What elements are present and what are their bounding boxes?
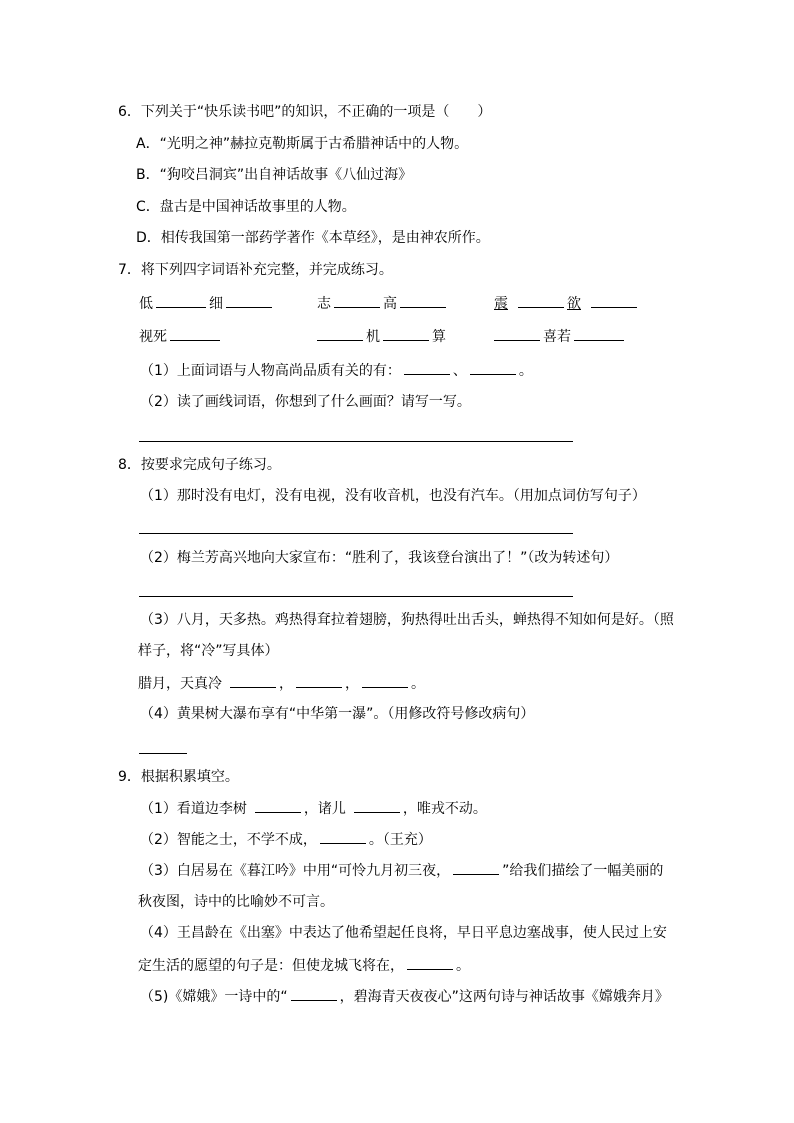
- sub-question-text: ，碧海青天夜夜心”这两句诗与神话故事《嫦娥奔月》: [339, 989, 669, 1005]
- word-char: 机: [366, 329, 380, 345]
- q7-word-4: [139, 326, 223, 346]
- fill-blank[interactable]: [518, 293, 564, 308]
- fill-blank[interactable]: [317, 326, 363, 341]
- question-6-option-d: D．相传我国第一部药学著作《本草经》，是由神农所作。: [136, 230, 490, 246]
- q7-word-5: [314, 326, 446, 346]
- separator: 、: [452, 363, 467, 379]
- q9-sub-5: [140, 986, 669, 1006]
- fill-blank[interactable]: [170, 326, 220, 341]
- fill-blank[interactable]: [334, 293, 380, 308]
- word-char: 志: [317, 296, 331, 312]
- fill-blank[interactable]: [320, 829, 366, 844]
- comma: ，: [279, 676, 293, 692]
- fill-blank[interactable]: [404, 360, 450, 375]
- word-char: 震: [494, 296, 508, 312]
- fill-blank[interactable]: [591, 293, 637, 308]
- word-char: 欲: [567, 296, 581, 312]
- fill-blank[interactable]: [255, 798, 301, 813]
- q8-sub-3-answer: [138, 673, 425, 693]
- fill-blank[interactable]: [407, 955, 453, 970]
- sub-question-text: 。（王充）: [368, 832, 432, 848]
- fill-blank[interactable]: [354, 798, 400, 813]
- question-6-option-a: A．“光明之神”赫拉克勒斯属于古希腊神话中的人物。: [136, 136, 469, 152]
- q7-sub-1: [140, 360, 533, 380]
- fill-blank[interactable]: [494, 326, 540, 341]
- q8-sub-4: （4）黄果树大瀑布享有“中华第一瀑”。（用修改符号修改病句）: [140, 706, 535, 722]
- question-8-stem: 8．按要求完成句子练习。: [118, 457, 281, 473]
- sub-question-text: （3）白居易在《暮江吟》中用“可怜九月初三夜，: [140, 863, 451, 879]
- period: 。: [411, 676, 425, 692]
- sub-question-text: （5)《嫦娥》一诗中的“: [140, 989, 288, 1005]
- fill-blank[interactable]: [574, 326, 624, 341]
- word-char: 低: [139, 296, 153, 312]
- sub-question-text: （1）上面词语与人物高尚品质有关的有：: [140, 363, 401, 379]
- period: 。: [456, 958, 470, 974]
- sub-question-text: 定生活的愿望的句子是：但使龙城飞将在，: [138, 958, 404, 974]
- q9-sub-4-line-2: [138, 955, 470, 975]
- fill-blank[interactable]: [362, 673, 408, 688]
- comma: ，: [345, 676, 359, 692]
- sub-question-text: ”给我们描绘了一幅美丽的: [502, 863, 664, 879]
- word-char: 细: [209, 296, 223, 312]
- sub-question-text: ，诸儿: [303, 801, 346, 817]
- word-char: 高: [383, 296, 397, 312]
- q7-word-3-underlined: [494, 293, 640, 313]
- fill-blank[interactable]: [230, 673, 276, 688]
- fill-blank[interactable]: [470, 360, 516, 375]
- fill-blank[interactable]: [383, 326, 429, 341]
- q9-sub-3-line-1: [140, 860, 663, 880]
- q8-sub-3-line-1: （3）八月，天多热。鸡热得耷拉着翅膀，狗热得吐出舌头，蝉热得不知如何是好。（照: [140, 612, 674, 628]
- fill-blank[interactable]: [296, 673, 342, 688]
- question-6-option-c: C．盘古是中国神话故事里的人物。: [136, 199, 356, 215]
- q7-sub-2: （2）读了画线词语，你想到了什么画面？请写一写。: [140, 394, 471, 410]
- q9-sub-2: [140, 829, 432, 849]
- fill-blank[interactable]: [291, 986, 337, 1001]
- q8-sub-1: （1）那时没有电灯，没有电视，没有收音机，也没有汽车。（用加点词仿写句子）: [140, 488, 646, 504]
- q7-word-1: [139, 293, 275, 313]
- answer-prefix: 腊月，天真冷: [138, 676, 222, 692]
- sub-question-text: ，唯戎不动。: [402, 801, 487, 817]
- question-7-stem: 7．将下列四字词语补充完整，并完成练习。: [118, 262, 393, 278]
- fill-blank[interactable]: [453, 860, 499, 875]
- word-char: 算: [432, 329, 446, 345]
- period: 。: [518, 363, 533, 379]
- q8-sub-3-line-2: 样子，将“冷”写具体）: [138, 643, 279, 659]
- sub-question-text: （1）看道边李树: [140, 801, 247, 817]
- question-6-stem: 6．下列关于“快乐读书吧”的知识，不正确的一项是（ ）: [118, 104, 492, 120]
- word-char: 视死: [139, 329, 167, 345]
- answer-line[interactable]: [139, 533, 573, 534]
- q8-sub-2: （2）梅兰芳高兴地向大家宣布：“胜利了，我该登台演出了！”（改为转述句）: [140, 550, 619, 566]
- fill-blank[interactable]: [156, 293, 206, 308]
- q9-sub-1: [140, 798, 487, 818]
- fill-blank[interactable]: [226, 293, 272, 308]
- q7-word-6: [491, 326, 627, 346]
- q7-word-2: [317, 293, 449, 313]
- q9-sub-3-line-2: 秋夜图，诗中的比喻妙不可言。: [138, 894, 334, 910]
- answer-line-short[interactable]: [139, 753, 187, 754]
- question-9-stem: 9．根据积累填空。: [118, 769, 239, 785]
- q9-sub-4-line-1: （4）王昌龄在《出塞》中表达了他希望起任良将，早日平息边塞战事，使人民过上安: [140, 925, 667, 941]
- answer-line[interactable]: [139, 441, 573, 442]
- word-char: 喜若: [543, 329, 571, 345]
- answer-line[interactable]: [139, 596, 573, 597]
- sub-question-text: （2）智能之士，不学不成，: [140, 832, 317, 848]
- question-6-option-b: B．“狗咬吕洞宾”出自神话故事《八仙过海》: [136, 167, 413, 183]
- fill-blank[interactable]: [400, 293, 446, 308]
